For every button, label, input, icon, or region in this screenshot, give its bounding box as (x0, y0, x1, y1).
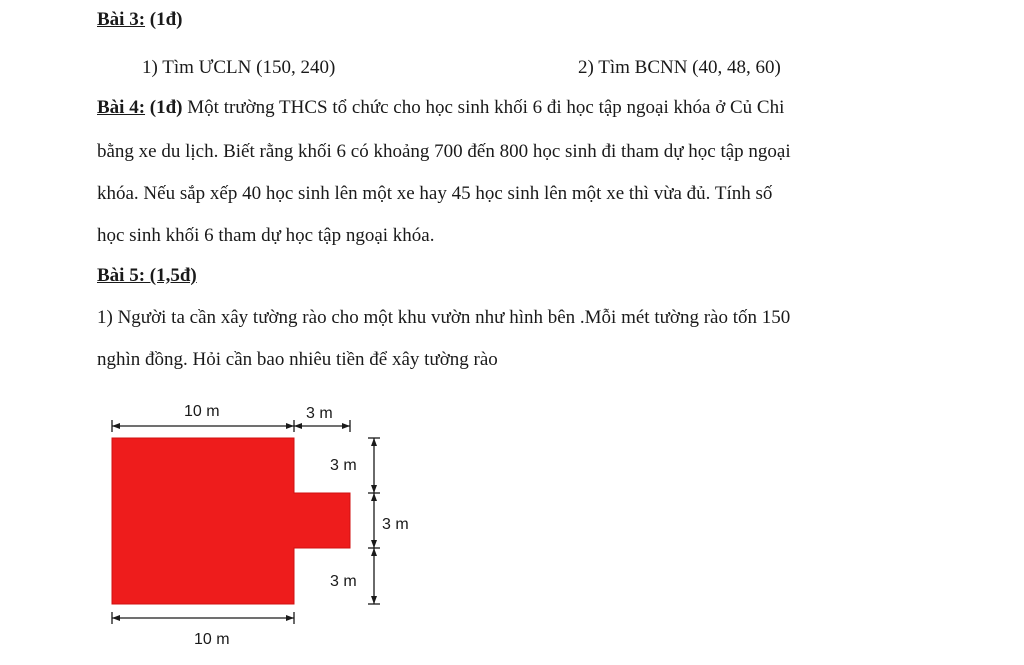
bai4-line-3: khóa. Nếu sắp xếp 40 học sinh lên một xe hay 45 học sinh lên một xe thì vừa đủ. Tính số (97, 183, 773, 204)
garden-shape (112, 438, 350, 604)
bai4-title: Bài 4: (97, 97, 146, 118)
bai3-item-1: 1) Tìm ƯCLN (150, 240) (142, 57, 336, 78)
right-dimension-line (368, 438, 380, 604)
bai4-line-1 (97, 96, 784, 120)
label-right-lower: 3 m (330, 573, 357, 590)
bai4-points: (1đ) (145, 97, 183, 118)
label-right-upper: 3 m (330, 457, 357, 474)
bai5-line-1: 1) Người ta cần xây tường rào cho một khu vườn như hình bên .Mỗi mét tường rào tốn 150 (97, 307, 791, 328)
bai4-line-4: học sinh khối 6 tham dự học tập ngoại khóa. (97, 225, 435, 246)
bai3-heading (97, 8, 183, 32)
bai4-line-2: bằng xe du lịch. Biết rằng khối 6 có khoảng 700 đến 800 học sinh đi tham dự học tập ngoại (97, 141, 791, 162)
label-bottom: 10 m (194, 631, 230, 648)
bottom-dimension-line (112, 612, 294, 624)
garden-figure (100, 396, 420, 656)
label-top-right: 3 m (306, 405, 333, 422)
bai3-item-2: 2) Tìm BCNN (40, 48, 60) (578, 57, 781, 78)
label-right-middle: 3 m (382, 516, 409, 533)
label-top-left: 10 m (184, 403, 220, 420)
bai4-text: Một trường THCS tổ chức cho học sinh khối 6 đi học tập ngoại khóa ở Củ Chi (182, 97, 785, 118)
bai3-title: Bài 3: (97, 9, 146, 30)
bai5-line-2: nghìn đồng. Hỏi cần bao nhiêu tiền để xây tường rào (97, 349, 498, 370)
bai5-title: Bài 5: (1,5đ) (97, 265, 197, 286)
bai3-points: (1đ) (145, 9, 183, 30)
